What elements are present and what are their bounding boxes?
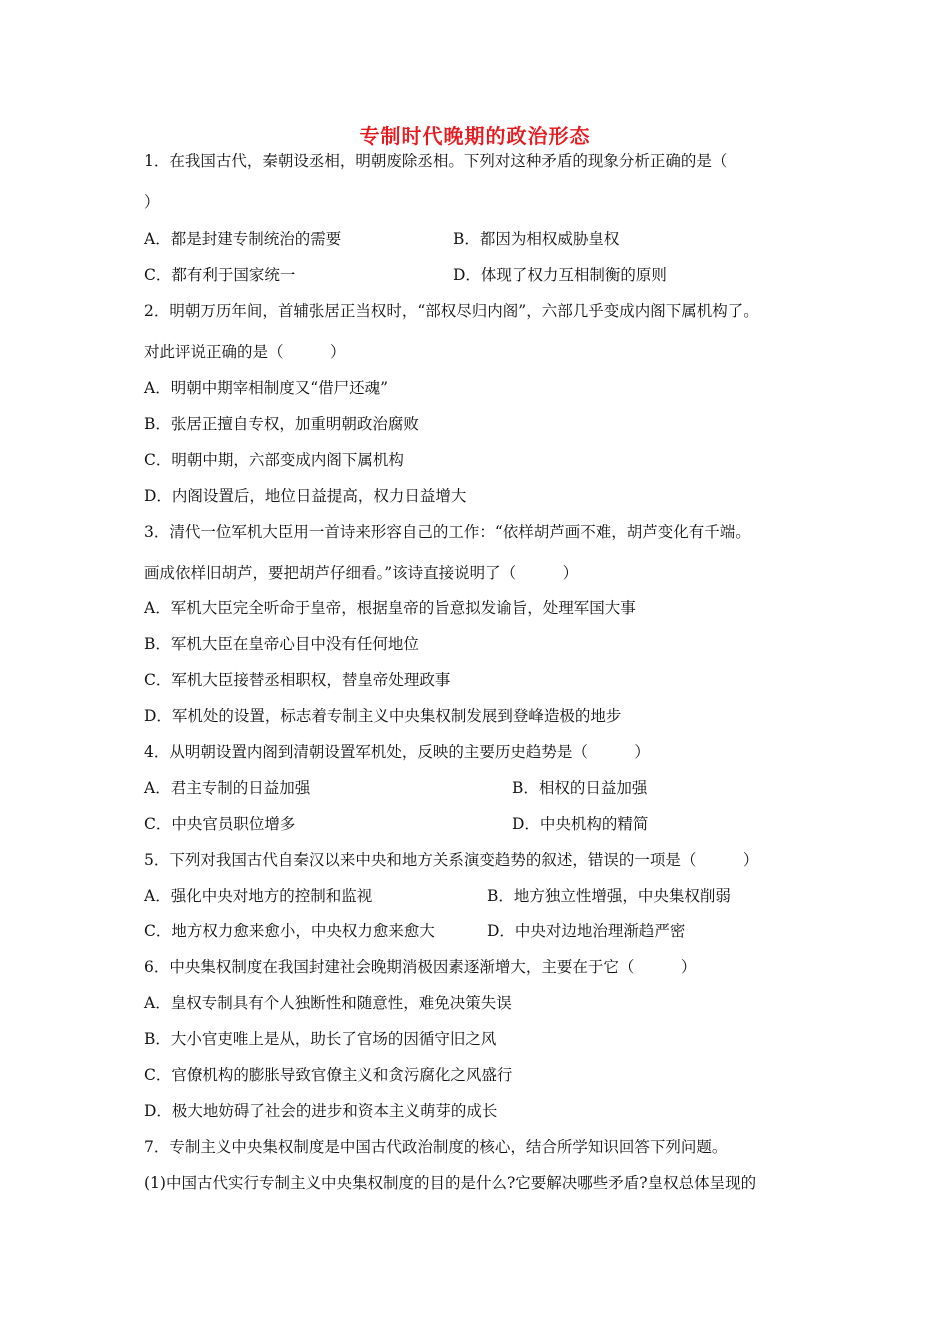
question-6-option-a: A．皇权专制具有个人独断性和随意性，难免决策失误: [144, 994, 512, 1012]
question-2-stem-cont: 对此评说正确的是（ ）: [144, 343, 346, 361]
question-2-option-b: B．张居正擅自专权，加重明朝政治腐败: [144, 415, 419, 433]
question-3-option-b: B．军机大臣在皇帝心目中没有任何地位: [144, 635, 419, 653]
question-4-option-a: A．君主专制的日益加强: [144, 779, 311, 797]
question-4-option-b: B．相权的日益加强: [512, 779, 648, 797]
question-5-option-d: D．中央对边地治理渐趋严密: [487, 922, 686, 940]
question-1-option-d: D．体现了权力互相制衡的原则: [453, 266, 667, 284]
question-1-stem: 1．在我国古代，秦朝设丞相，明朝废除丞相。下列对这种矛盾的现象分析正确的是（: [144, 152, 728, 170]
question-5-option-c: C．地方权力愈来愈小，中央权力愈来愈大: [144, 922, 435, 940]
question-1-option-b: B．都因为相权威胁皇权: [453, 230, 620, 248]
question-6-stem: 6．中央集权制度在我国封建社会晚期消极因素逐渐增大，主要在于它（ ）: [144, 958, 697, 976]
question-2-stem: 2．明朝万历年间，首辅张居正当权时，“部权尽归内阁”，六部几乎变成内阁下属机构了。: [144, 302, 759, 320]
question-5-option-b: B．地方独立性增强，中央集权削弱: [487, 887, 731, 905]
question-5-option-a: A．强化中央对地方的控制和监视: [144, 887, 373, 905]
question-2-option-c: C．明朝中期，六部变成内阁下属机构: [144, 451, 404, 469]
question-1-option-a: A．都是封建专制统治的需要: [144, 230, 342, 248]
question-4-option-d: D．中央机构的精简: [512, 815, 649, 833]
question-3-option-d: D．军机处的设置，标志着专制主义中央集权制发展到登峰造极的地步: [144, 707, 622, 725]
question-3-option-c: C．军机大臣接替丞相职权，替皇帝处理政事: [144, 671, 451, 689]
question-2-option-d: D．内阁设置后，地位日益提高，权力日益增大: [144, 487, 467, 505]
question-6-option-d: D．极大地妨碍了社会的进步和资本主义萌芽的成长: [144, 1102, 498, 1120]
question-4-stem: 4．从明朝设置内阁到清朝设置军机处，反映的主要历史趋势是（ ）: [144, 743, 650, 761]
question-7-sub-1: (1)中国古代实行专制主义中央集权制度的目的是什么?它要解决哪些矛盾?皇权总体呈现的: [144, 1174, 757, 1192]
question-5-stem: 5．下列对我国古代自秦汉以来中央和地方关系演变趋势的叙述，错误的一项是（ ）: [144, 851, 759, 869]
question-6-option-b: B．大小官吏唯上是从，助长了官场的因循守旧之风: [144, 1030, 497, 1048]
question-7-stem: 7．专制主义中央集权制度是中国古代政治制度的核心，结合所学知识回答下列问题。: [144, 1138, 728, 1156]
question-3-stem: 3．清代一位军机大臣用一首诗来形容自己的工作：“依样胡芦画不难，胡芦变化有千端。: [144, 523, 751, 541]
question-3-option-a: A．军机大臣完全听命于皇帝，根据皇帝的旨意拟发谕旨，处理军国大事: [144, 599, 636, 617]
question-2-option-a: A．明朝中期宰相制度又“借尸还魂”: [144, 379, 389, 397]
question-1-option-c: C．都有利于国家统一: [144, 266, 296, 284]
page-title: 专制时代晚期的政治形态: [359, 124, 591, 148]
question-3-stem-cont: 画成依样旧胡芦，要把胡芦仔细看。”该诗直接说明了（ ）: [144, 564, 579, 582]
question-6-option-c: C．官僚机构的膨胀导致官僚主义和贪污腐化之风盛行: [144, 1066, 513, 1084]
question-1-stem-cont: ）: [144, 193, 160, 211]
question-4-option-c: C．中央官员职位增多: [144, 815, 296, 833]
